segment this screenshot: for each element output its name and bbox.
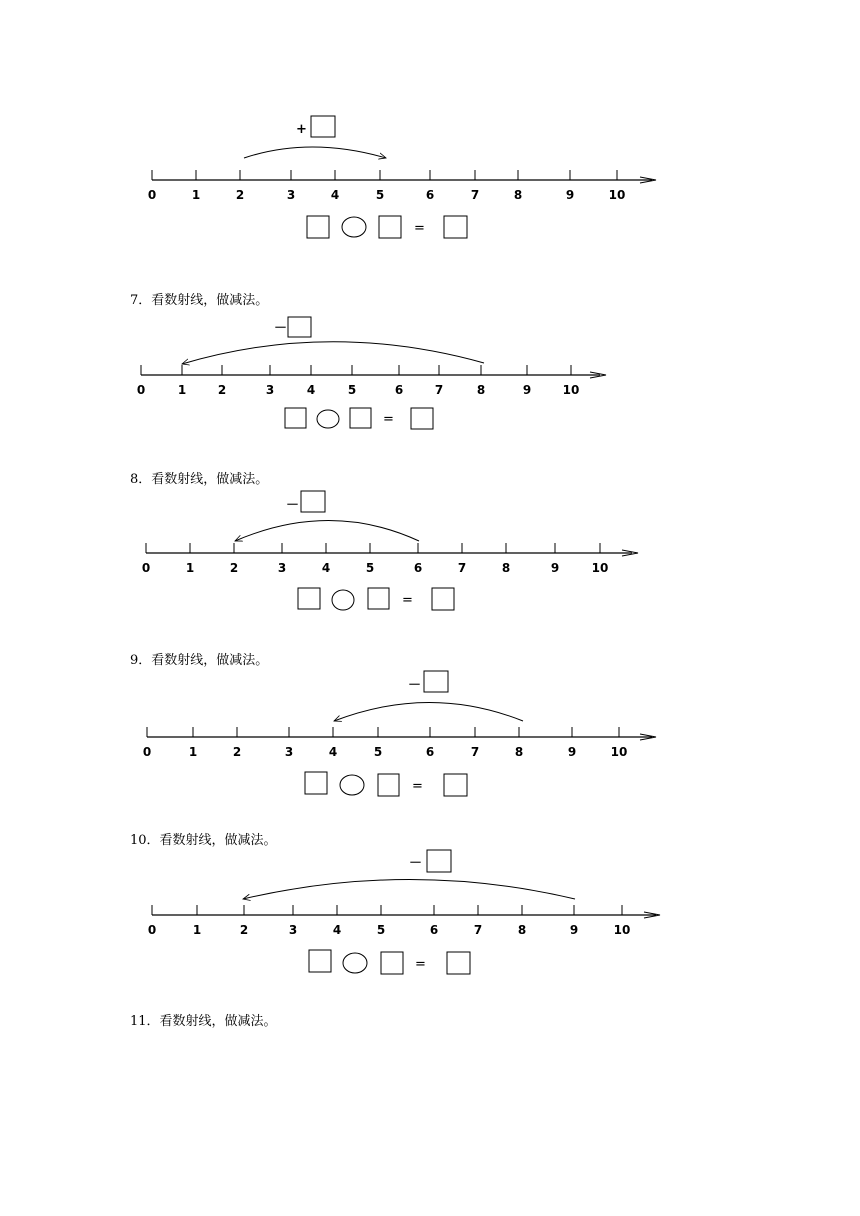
tick-label: 10: [610, 745, 628, 759]
tick-label: 4: [330, 188, 340, 202]
question-7-label: 7．看数射线，做减法。: [130, 293, 269, 308]
jump-answer-box[interactable]: [424, 671, 448, 692]
equals-sign: =: [414, 221, 425, 236]
tick-label: 3: [288, 923, 298, 937]
operation-symbol: －: [274, 321, 288, 336]
equation-result-box[interactable]: [447, 952, 470, 974]
jump-answer-box[interactable]: [301, 491, 325, 512]
equals-sign: =: [402, 593, 413, 608]
operator-circle[interactable]: [317, 410, 339, 428]
tick-label: 6: [425, 188, 435, 202]
equation-box-1[interactable]: [285, 408, 306, 428]
tick-label: 1: [191, 188, 201, 202]
tick-label: 4: [328, 745, 338, 759]
tick-label: 5: [376, 923, 386, 937]
tick-label: 10: [562, 383, 580, 397]
jump-arc: [243, 880, 575, 900]
jump-answer-box[interactable]: [311, 116, 335, 137]
tick-label: 6: [394, 383, 404, 397]
number-line-problem-10: [148, 850, 660, 974]
tick-label: 7: [434, 383, 444, 397]
tick-label: 7: [470, 188, 480, 202]
equation-result-box[interactable]: [411, 408, 433, 429]
tick-label: 0: [142, 745, 152, 759]
jump-answer-box[interactable]: [288, 317, 311, 337]
tick-label: 0: [141, 561, 151, 575]
tick-label: 2: [232, 745, 242, 759]
tick-label: 7: [470, 745, 480, 759]
equals-sign: =: [412, 779, 423, 794]
equation-box-2[interactable]: [378, 774, 399, 796]
equation-result-box[interactable]: [444, 774, 467, 796]
jump-arc: [182, 342, 484, 364]
tick-label: 8: [517, 923, 527, 937]
equation-box-1[interactable]: [298, 588, 320, 609]
equation-box-2[interactable]: [381, 952, 403, 974]
tick-label: 5: [373, 745, 383, 759]
jump-arc: [235, 521, 419, 542]
number-line-problem-7: [137, 317, 606, 429]
operator-circle[interactable]: [343, 953, 367, 973]
tick-label: 8: [514, 745, 524, 759]
tick-label: 5: [347, 383, 357, 397]
tick-label: 5: [365, 561, 375, 575]
tick-label: 10: [613, 923, 631, 937]
equation-box-2[interactable]: [379, 216, 401, 238]
tick-label: 1: [185, 561, 195, 575]
number-line-problem-8: [142, 491, 638, 610]
tick-label: 8: [501, 561, 511, 575]
operation-symbol: －: [408, 678, 422, 693]
jump-answer-box[interactable]: [427, 850, 451, 872]
tick-label: 5: [375, 188, 385, 202]
operator-circle[interactable]: [340, 775, 364, 795]
tick-label: 3: [277, 561, 287, 575]
question-8-label: 8．看数射线，做减法。: [130, 472, 269, 487]
tick-label: 7: [473, 923, 483, 937]
operator-circle[interactable]: [332, 590, 354, 610]
operation-symbol: －: [286, 498, 300, 513]
tick-label: 1: [177, 383, 187, 397]
tick-label: 9: [522, 383, 532, 397]
equation-result-box[interactable]: [432, 588, 454, 610]
number-line-problem-9: [143, 671, 656, 796]
equation-box-2[interactable]: [368, 588, 389, 609]
question-11-label: 11．看数射线，做减法。: [130, 1014, 277, 1029]
equals-sign: =: [415, 957, 426, 972]
tick-label: 2: [229, 561, 239, 575]
question-10-label: 10．看数射线，做减法。: [130, 833, 277, 848]
tick-label: 2: [235, 188, 245, 202]
tick-label: 10: [591, 561, 609, 575]
tick-label: 4: [332, 923, 342, 937]
equation-box-1[interactable]: [305, 772, 327, 794]
tick-label: 3: [286, 188, 296, 202]
tick-label: 7: [457, 561, 467, 575]
tick-label: 9: [567, 745, 577, 759]
question-9-label: 9．看数射线，做减法。: [130, 653, 269, 668]
equation-box-1[interactable]: [309, 950, 331, 972]
tick-label: 9: [550, 561, 560, 575]
tick-label: 0: [147, 923, 157, 937]
number-line-problem-1: [148, 116, 656, 238]
tick-label: 8: [476, 383, 486, 397]
tick-label: 8: [513, 188, 523, 202]
tick-label: 4: [321, 561, 331, 575]
jump-arc: [334, 703, 523, 722]
tick-label: 4: [306, 383, 316, 397]
tick-label: 2: [217, 383, 227, 397]
tick-label: 6: [413, 561, 423, 575]
tick-label: 0: [136, 383, 146, 397]
tick-label: 3: [265, 383, 275, 397]
tick-label: 2: [239, 923, 249, 937]
equation-result-box[interactable]: [444, 216, 467, 238]
tick-label: 6: [429, 923, 439, 937]
tick-label: 9: [569, 923, 579, 937]
operator-circle[interactable]: [342, 217, 366, 237]
jump-arc: [244, 147, 386, 158]
tick-label: 3: [284, 745, 294, 759]
tick-label: 9: [565, 188, 575, 202]
tick-label: 10: [608, 188, 626, 202]
tick-label: 6: [425, 745, 435, 759]
equation-box-2[interactable]: [350, 408, 371, 428]
tick-label: 0: [147, 188, 157, 202]
equals-sign: =: [383, 412, 394, 427]
tick-label: 1: [188, 745, 198, 759]
tick-label: 1: [192, 923, 202, 937]
operation-symbol: +: [296, 122, 307, 137]
operation-symbol: －: [409, 856, 423, 871]
equation-box-1[interactable]: [307, 216, 329, 238]
